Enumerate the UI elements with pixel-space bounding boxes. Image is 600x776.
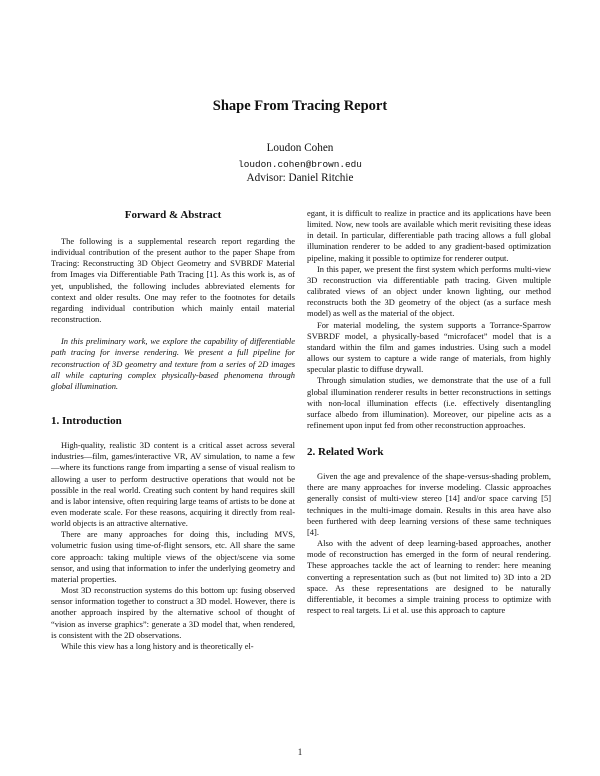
- intro-paragraph-7: Through simulation studies, we demonstrate that the use of a full global illumination renderer results in better reconstructions in settings with non-local illumination effects (i.e. effectively disentangling surface albedo from illumination). Moreover, our pipeline acts as a refinement upon input fed from other reconstruction approaches.: [307, 375, 551, 430]
- abstract-paragraph: In this preliminary work, we explore the capability of differentiable path tracing for inverse rendering. We present a full pipeline for reconstruction of 3D geometry and texture from a series of 2D images all while capturing complex physically-based phenomena through global illumination.: [51, 336, 295, 391]
- author-email: loudon.cohen@brown.edu: [238, 159, 362, 170]
- foreword-heading: Forward & Abstract: [124, 209, 222, 221]
- intro-paragraph-3: Most 3D reconstruction systems do this bottom up: fusing observed sensor information together to construct a 3D model. However, there is another approach inspired by the alternative school of thought of “vision as inverse graphics”: generate a 3D model that, when rendered, is consistent with the 2D observations.: [51, 585, 295, 640]
- left-column: [51, 208, 295, 652]
- intro-paragraph-6: For material modeling, the system supports a Torrance-Sparrow SVBRDF model, a physically-based “microfacet” model that is a standard within the film and games industries. Using such a model allows our system to capture a wide range of materials, from highly specular plastic to diffuse drywall.: [307, 319, 551, 375]
- related-paragraph-1: Given the age and prevalence of the shape-versus-shading problem, there are many approaches for inverse modeling. Classic approaches generally consist of multi-view stereo [14] and/or space carving [5] techniques in the multi-image domain. Results in this area have also been furthered with deep learning versions of these same techniques [4].: [307, 471, 551, 537]
- author-name: Loudon Cohen: [266, 142, 334, 154]
- related-paragraph-2: Also with the advent of deep learning-based approaches, another mode of reconstruction has emerged in the form of neural rendering. These approaches tackle the act of learning to render: here meaning converting a representation such as (but not limited to) 3D into a 2D space. As these representations are designed to be naturally differentiable, it becomes a simple training process to optimize with respect to real targets. Li et al. use this approach to capture: [307, 538, 551, 615]
- intro-paragraph-5: In this paper, we present the first system which performs multi-view 3D reconstruction via differentiable path tracing. Given multiple calibrated views of an object under known lighting, our method reconstructs both the 3D geometry of the object (as a surface mesh model) as well as the material of the object.: [307, 263, 551, 319]
- intro-paragraph-2: There are many approaches for doing this, including MVS, volumetric fusion using time-of-flight sensors, etc. All share the same core approach: taking multiple views of the object/scene via some sensor, and using that information to infer the underlying geometry and material properties.: [51, 529, 295, 584]
- right-column: [307, 208, 551, 616]
- paper-title: Shape From Tracing Report: [212, 98, 388, 114]
- intro-paragraph-1: High-quality, realistic 3D content is a critical asset across several industries—film, games/interactive VR, AV simulation, to name a few—where its functions range from imparting a sense of visual realism to allowing a user to perform destructive operations that would not be possible in the real world. Creating such content by hand requires skill and is labor intensive, often requiring large teams of artists to be done at even moderate scale. For these reasons, acquiring it directly from real-world objects is an attractive alternative.: [51, 440, 295, 529]
- foreword-paragraph: The following is a supplemental research report regarding the individual contribution of the present author to the paper Shape from Tracing: Reconstructing 3D Object Geometry and SVBRDF Material from Images via Differentiable Path Tracing [1]. As this work is, as of yet, unpublished, the following includes abbreviated elements for context and older results. One may refer to the footnotes for details regarding individual contribution which mainly entail material reconstruction.: [51, 236, 295, 325]
- related-work-heading: 2. Related Work: [307, 446, 384, 459]
- introduction-heading: 1. Introduction: [51, 415, 122, 428]
- page-number: 1: [297, 747, 303, 757]
- intro-continuation: egant, it is difficult to realize in practice and its applications have been limited. Now, new tools are available which merit revisiting these ideas in detail. In particular, differentiable path tracing allows a full global illumination renderer to be added to any gradient-based optimization pipeline, making it possible to optimize for renderer output.: [307, 208, 551, 263]
- intro-paragraph-4: While this view has a long history and is theoretically el-: [61, 640, 254, 651]
- advisor-line: Advisor: Daniel Ritchie: [246, 172, 354, 184]
